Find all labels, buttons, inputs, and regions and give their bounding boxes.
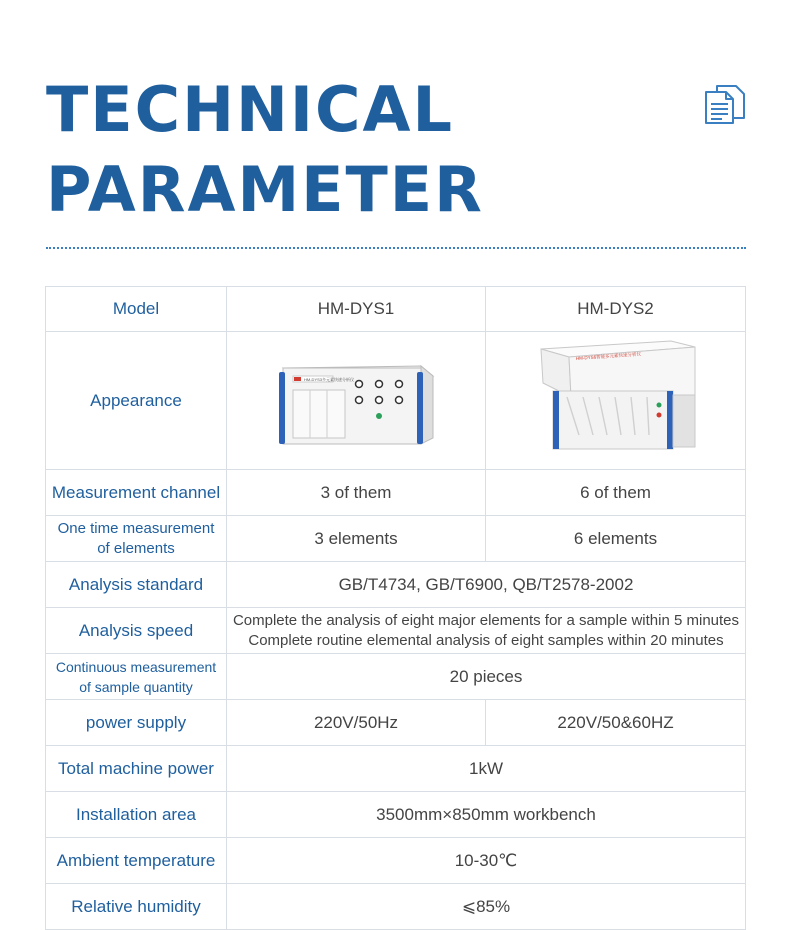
total-power-value: 1kW xyxy=(227,746,746,792)
installation-label: Installation area xyxy=(46,792,227,838)
elements-2: 6 elements xyxy=(486,516,746,562)
appearance-label: Appearance xyxy=(46,332,227,470)
speed-value xyxy=(227,608,746,654)
temperature-label: Ambient temperature xyxy=(46,838,227,884)
table-row-quantity xyxy=(46,654,746,700)
humidity-label: Relative humidity xyxy=(46,884,227,930)
power-supply-2: 220V/50&60HZ xyxy=(486,700,746,746)
table-row-standard xyxy=(46,562,746,608)
channel-1: 3 of them xyxy=(227,470,486,516)
channel-label: Measurement channel xyxy=(46,470,227,516)
document-stack-icon xyxy=(702,82,748,126)
device-2-label: HM-DYS6智能多元素快速分析仪 xyxy=(575,351,641,361)
table-row-model xyxy=(46,287,746,332)
quantity-value: 20 pieces xyxy=(227,654,746,700)
humidity-value: ⩽85% xyxy=(227,884,746,930)
quantity-label-line-2: of sample quantity xyxy=(79,678,193,695)
table-row-temperature xyxy=(46,838,746,884)
standard-label: Analysis standard xyxy=(46,562,227,608)
page-title xyxy=(46,70,484,230)
channel-2: 6 of them xyxy=(486,470,746,516)
quantity-label-line-1: Continuous measurement xyxy=(55,658,217,675)
table-row-speed xyxy=(46,608,746,654)
speed-line-1: Complete the analysis of eight major elements for a sample within 5 minutes xyxy=(232,611,740,629)
elements-label xyxy=(46,516,227,562)
device-1-label: HM-DYS3多元素快速分析仪 xyxy=(304,377,355,382)
table-row-installation xyxy=(46,792,746,838)
model-1: HM-DYS1 xyxy=(227,287,486,332)
speed-line-2: Complete routine elemental analysis of eight samples within 20 minutes xyxy=(248,631,724,649)
table-row-power-supply xyxy=(46,700,746,746)
installation-value: 3500mm×850mm workbench xyxy=(227,792,746,838)
analyzer-hm-dys1-image xyxy=(271,348,441,448)
table-row-humidity xyxy=(46,884,746,930)
table-row-appearance xyxy=(46,332,746,470)
table-row-elements xyxy=(46,516,746,562)
temperature-value: 10-30℃ xyxy=(227,838,746,884)
standard-value: GB/T4734, GB/T6900, QB/T2578-2002 xyxy=(227,562,746,608)
model-2: HM-DYS2 xyxy=(486,287,746,332)
table-row-channel xyxy=(46,470,746,516)
spec-table xyxy=(45,286,746,930)
elements-label-line-2: of elements xyxy=(97,539,175,557)
elements-1: 3 elements xyxy=(227,516,486,562)
dotted-divider xyxy=(46,247,746,249)
power-supply-1: 220V/50Hz xyxy=(227,700,486,746)
table-row-total-power xyxy=(46,746,746,792)
total-power-label: Total machine power xyxy=(46,746,227,792)
title-line-1: TECHNICAL xyxy=(46,73,454,146)
speed-label: Analysis speed xyxy=(46,608,227,654)
elements-label-line-1: One time measurement xyxy=(57,519,215,537)
power-supply-label: power supply xyxy=(46,700,227,746)
analyzer-hm-dys2-image xyxy=(531,335,701,461)
quantity-label xyxy=(46,654,227,700)
appearance-image-2 xyxy=(486,332,746,470)
title-line-2: PARAMETER xyxy=(46,153,484,226)
model-label: Model xyxy=(46,287,227,332)
appearance-image-1 xyxy=(227,332,486,470)
